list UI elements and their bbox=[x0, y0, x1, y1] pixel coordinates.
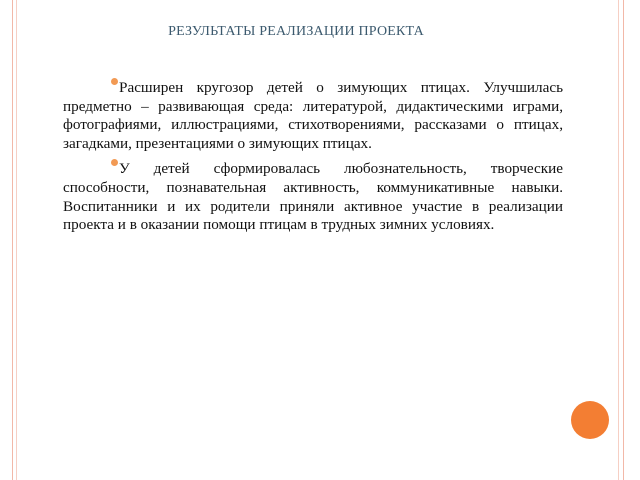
right-border-line-inner bbox=[618, 0, 619, 480]
bullet-paragraph bbox=[63, 78, 563, 153]
bullet-paragraph bbox=[63, 159, 563, 234]
decorative-orange-circle bbox=[571, 401, 609, 439]
bullet-circle-icon bbox=[111, 159, 118, 166]
left-border-line-outer bbox=[12, 0, 13, 480]
slide-body bbox=[63, 78, 563, 241]
paragraph-text: У детей сформировалась любознательность, творческие способности, познавательная активность, коммуникативные навыки. Воспитанники и их родители приняли активное участие в реализации проекта и в оказании помощи птицам в трудных зимних условиях. bbox=[63, 160, 563, 234]
right-border-line-outer bbox=[623, 0, 624, 480]
left-border-line-inner bbox=[16, 0, 17, 480]
bullet-circle-icon bbox=[111, 78, 118, 85]
paragraph-text: Расширен кругозор детей о зимующих птицах. Улучшилась предметно – развивающая среда: литературой, дидактическими играми, фотографиями, иллюстрациями, стихотворениями, рассказами о птицах, загадками, презентациями о зимующих птицах. bbox=[63, 79, 563, 152]
slide-title: РЕЗУЛЬТАТЫ РЕАЛИЗАЦИИ ПРОЕКТА bbox=[168, 24, 424, 39]
